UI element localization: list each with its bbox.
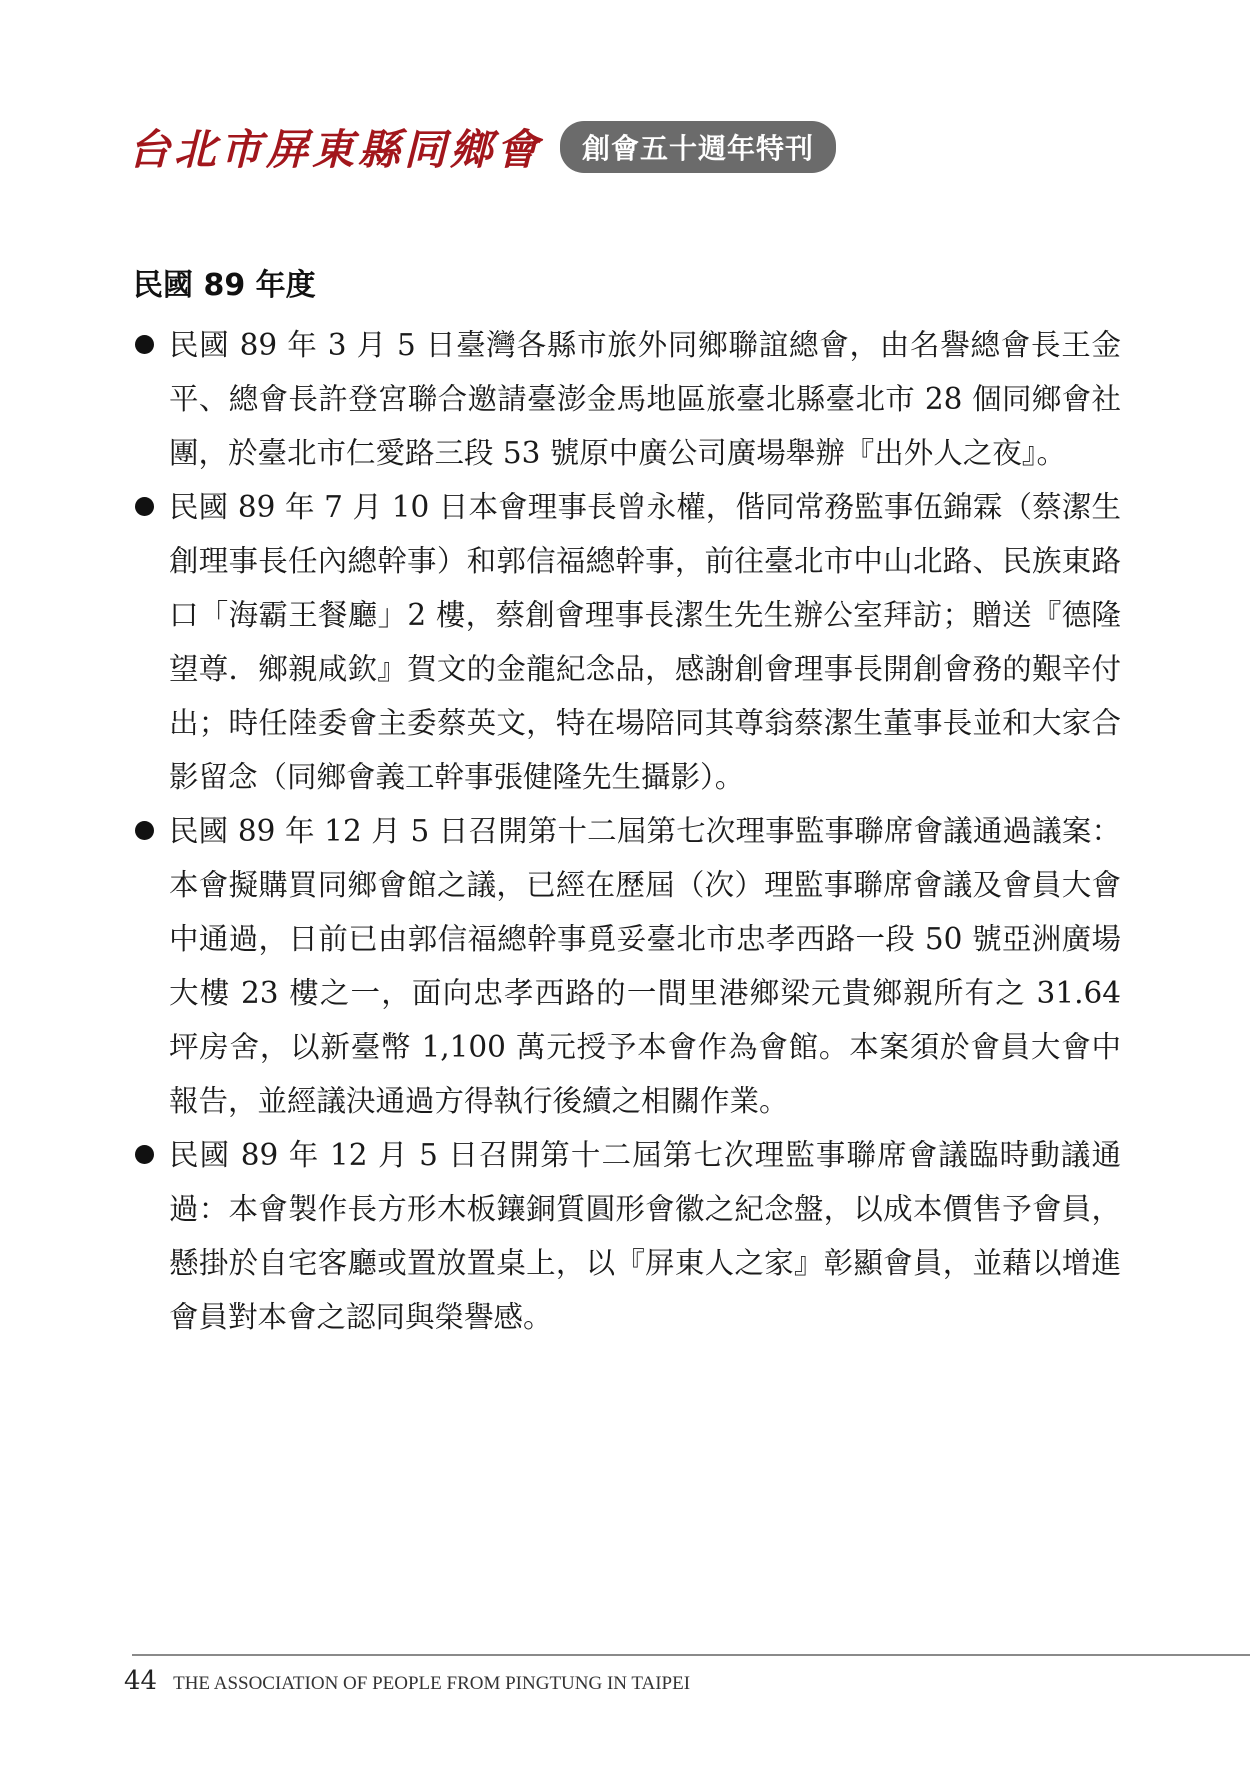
list-item bbox=[133, 318, 1121, 480]
list-item bbox=[133, 804, 1121, 1128]
bullet-icon bbox=[135, 1145, 154, 1164]
list-item bbox=[133, 1128, 1121, 1344]
bullet-icon bbox=[135, 821, 154, 840]
page-header bbox=[128, 112, 836, 182]
page-footer bbox=[124, 1666, 690, 1696]
bullet-icon bbox=[135, 335, 154, 354]
list-item-text: 民國 89 年 12 月 5 日召開第十二屆第七次理事監事聯席會議通過議案：本會擬購買同鄉會館之議，已經在歷屆（次）理監事聯席會議及會員大會中通過，日前已由郭信福總幹事覓妥臺北市忠孝西路一段 50 號亞洲廣場大樓 23 樓之一，面向忠孝西路的一間里港鄉梁元貴鄉親所有之 31.64 坪房舍，以新臺幣 1,100 萬元授予本會作為會館。本案須於會員大會中報告，並經議決通過方得執行後續之相關作業。 bbox=[169, 814, 1121, 1118]
section-title: 民國 89 年度 bbox=[133, 268, 316, 303]
list-item-text: 民國 89 年 7 月 10 日本會理事長曾永權，偕同常務監事伍錦霖（蔡潔生創理事長任內總幹事）和郭信福總幹事，前往臺北市中山北路、民族東路口「海霸王餐廳」2 樓，蔡創會理事長潔生先生辦公室拜訪；贈送『德隆望尊．鄉親咸欽』賀文的金龍紀念品，感謝創會理事長開創會務的艱辛付出；時任陸委會主委蔡英文，特在場陪同其尊翁蔡潔生董事長並和大家合影留念（同鄉會義工幹事張健隆先生攝影）。 bbox=[169, 490, 1121, 794]
event-list bbox=[133, 318, 1121, 1344]
list-item-text: 民國 89 年 12 月 5 日召開第十二屆第七次理監事聯席會議臨時動議通過：本會製作長方形木板鑲銅質圓形會徽之紀念盤，以成本價售予會員，懸掛於自宅客廳或置放置桌上，以『屏東人之家』彰顯會員，並藉以增進會員對本會之認同與榮譽感。 bbox=[169, 1138, 1121, 1334]
page-number: 44 bbox=[124, 1666, 158, 1696]
list-item bbox=[133, 480, 1121, 804]
anniversary-badge: 創會五十週年特刊 bbox=[560, 121, 836, 173]
bullet-icon bbox=[135, 497, 154, 516]
list-item-text: 民國 89 年 3 月 5 日臺灣各縣市旅外同鄉聯誼總會，由名譽總會長王金平、總會長許登宮聯合邀請臺澎金馬地區旅臺北縣臺北市 28 個同鄉會社團，於臺北市仁愛路三段 53 號原中廣公司廣場舉辦『出外人之夜』。 bbox=[169, 328, 1121, 470]
footer-divider bbox=[132, 1654, 1250, 1656]
footer-title: THE ASSOCIATION OF PEOPLE FROM PINGTUNG IN TAIPEI bbox=[173, 1673, 691, 1694]
association-logo-text: 台北市屏東縣同鄉會 bbox=[128, 125, 543, 174]
